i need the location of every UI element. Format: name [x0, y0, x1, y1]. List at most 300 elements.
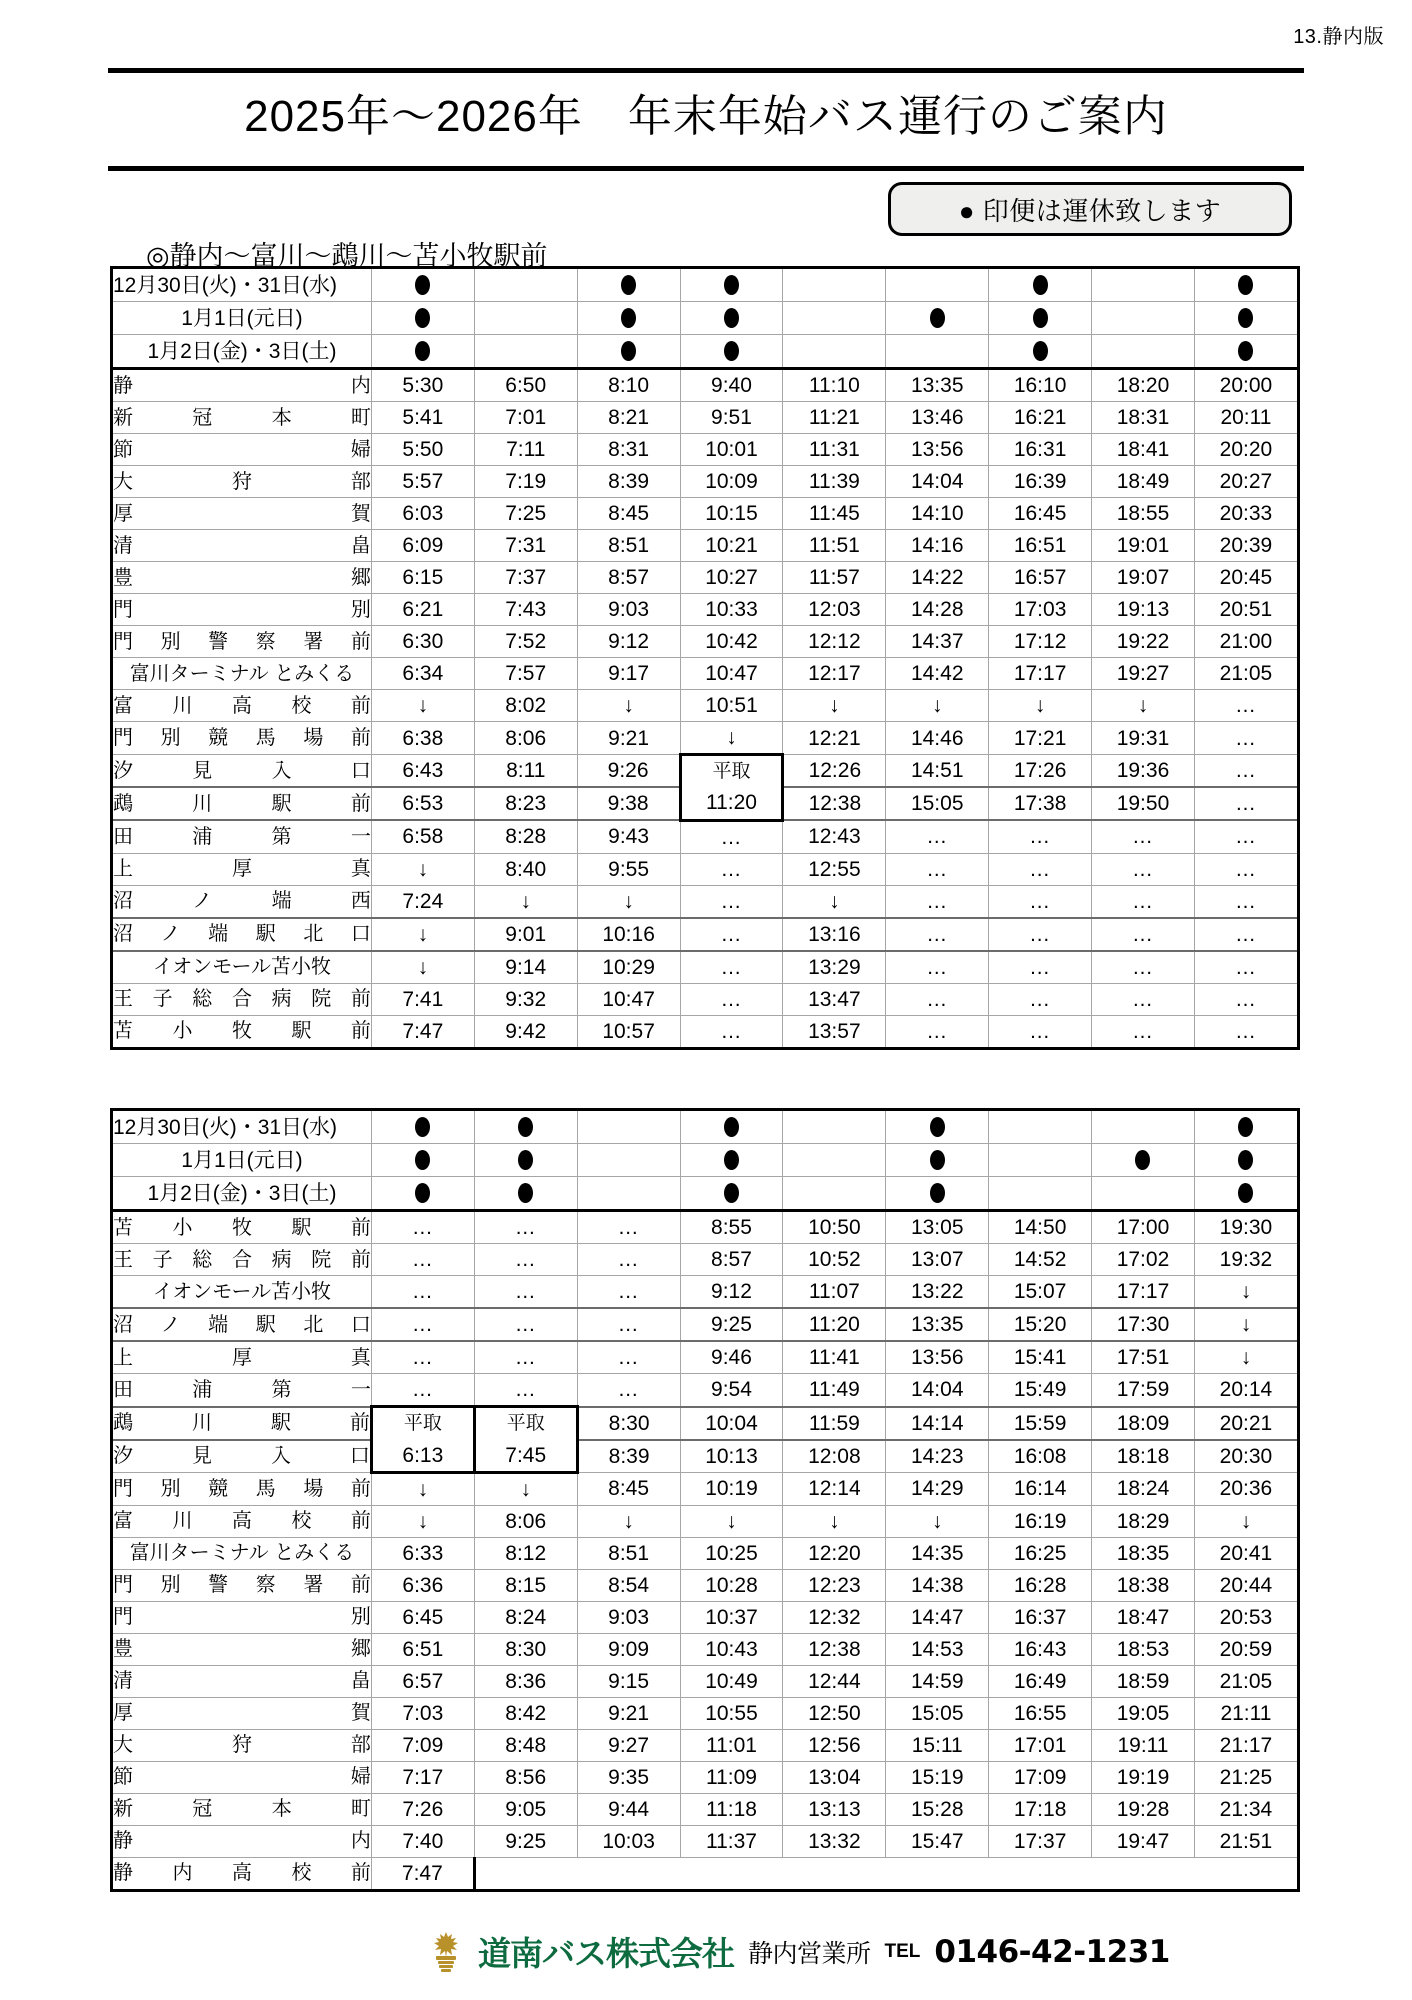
departure-time-cell: … — [577, 1244, 680, 1276]
table-row — [112, 1825, 1299, 1857]
departure-time-cell: 10:03 — [577, 1825, 680, 1857]
stop-name — [112, 1244, 372, 1276]
departure-time-cell: 10:28 — [680, 1569, 783, 1601]
suspended-dot-icon — [1033, 308, 1048, 328]
departure-time-cell: 9:27 — [577, 1729, 680, 1761]
stop-name-text: 門別警察署前 — [113, 1574, 371, 1596]
departure-time-cell: 16:55 — [989, 1697, 1092, 1729]
title-rule-top — [108, 68, 1304, 73]
departure-time-cell: ↓ — [371, 951, 474, 984]
departure-time-cell: 12:12 — [783, 626, 886, 658]
suspended-dot-icon — [1135, 1150, 1150, 1170]
departure-time-cell: 20:59 — [1194, 1633, 1298, 1665]
departure-time-cell: 13:57 — [783, 1015, 886, 1048]
departure-time-cell: 19:50 — [1092, 787, 1195, 820]
departure-time-cell: 9:14 — [474, 951, 577, 984]
departure-time-cell: 10:25 — [680, 1537, 783, 1569]
departure-time-cell: ↓ — [1194, 1505, 1298, 1537]
departure-time-cell: 10:29 — [577, 951, 680, 984]
day-header-row — [112, 335, 1299, 369]
departure-time-cell: 6:36 — [371, 1569, 474, 1601]
table-row — [112, 626, 1299, 658]
suspended-dot-icon — [621, 341, 636, 361]
departure-time-cell: 13:04 — [783, 1761, 886, 1793]
departure-time-cell: 12:56 — [783, 1729, 886, 1761]
stop-name-text: 新冠本町 — [113, 406, 371, 429]
departure-time-cell: 18:18 — [1092, 1440, 1195, 1473]
departure-time-cell: … — [474, 1276, 577, 1309]
departure-time-cell — [474, 1857, 577, 1890]
departure-time-cell: 14:47 — [886, 1601, 989, 1633]
empty-mark-cell — [474, 335, 577, 369]
departure-time-cell: 17:38 — [989, 787, 1092, 820]
departure-time-cell: 8:42 — [474, 1697, 577, 1729]
departure-time-cell: 10:50 — [783, 1211, 886, 1244]
departure-time-cell — [680, 1857, 783, 1890]
day-header-row — [112, 1144, 1299, 1177]
departure-time-cell: 12:17 — [783, 658, 886, 690]
departure-time-cell: 14:23 — [886, 1440, 989, 1473]
departure-time-cell: 10:19 — [680, 1472, 783, 1505]
departure-time-cell: 16:45 — [989, 498, 1092, 530]
departure-time-cell: 14:37 — [886, 626, 989, 658]
departure-time-cell: 7:03 — [371, 1697, 474, 1729]
departure-time-cell: … — [680, 820, 783, 853]
suspended-mark-cell — [1092, 1144, 1195, 1177]
stop-name-text: 清畠 — [113, 1670, 371, 1692]
departure-time-cell: 19:11 — [1092, 1729, 1195, 1761]
departure-time-cell: 8:39 — [577, 466, 680, 498]
departure-time-cell: 8:12 — [474, 1537, 577, 1569]
stop-name — [112, 402, 372, 434]
departure-time-cell: 17:51 — [1092, 1341, 1195, 1374]
departure-time-cell: 7:47 — [371, 1857, 474, 1890]
departure-time-cell: 14:46 — [886, 722, 989, 755]
suspended-dot-icon — [518, 1117, 533, 1137]
departure-time-cell: … — [1194, 690, 1298, 722]
stop-name-text: イオンモール苫小牧 — [152, 1280, 332, 1303]
suspended-mark-cell — [886, 1144, 989, 1177]
departure-time-cell: 9:43 — [577, 820, 680, 853]
departure-time-cell: 8:51 — [577, 530, 680, 562]
departure-time-cell: 7:37 — [474, 562, 577, 594]
departure-time-cell: 7:25 — [474, 498, 577, 530]
departure-time-cell: 16:08 — [989, 1440, 1092, 1473]
departure-time-cell: 18:49 — [1092, 466, 1195, 498]
departure-time-cell: 17:17 — [1092, 1276, 1195, 1309]
departure-time-cell: 13:56 — [886, 1341, 989, 1374]
table-row — [112, 951, 1299, 984]
departure-time-cell: 13:22 — [886, 1276, 989, 1309]
suspended-mark-cell — [886, 1110, 989, 1144]
departure-time-cell: 18:55 — [1092, 498, 1195, 530]
departure-time-cell — [886, 1857, 989, 1890]
departure-time-cell: 9:32 — [474, 983, 577, 1015]
departure-time-cell: 16:14 — [989, 1472, 1092, 1505]
departure-time-cell: … — [1092, 885, 1195, 918]
departure-time-cell: 9:55 — [577, 853, 680, 885]
departure-time-cell: … — [371, 1341, 474, 1374]
departure-time-cell: 18:29 — [1092, 1505, 1195, 1537]
departure-time-cell: 9:25 — [474, 1825, 577, 1857]
departure-time-cell: 8:06 — [474, 1505, 577, 1537]
suspended-mark-cell — [989, 335, 1092, 369]
table-row — [112, 1729, 1299, 1761]
empty-mark-cell — [783, 1144, 886, 1177]
table-row — [112, 755, 1299, 788]
stop-name — [112, 658, 372, 690]
departure-time-cell: … — [989, 951, 1092, 984]
stop-name — [112, 1633, 372, 1665]
departure-time-cell: 8:15 — [474, 1569, 577, 1601]
departure-time-cell: 17:03 — [989, 594, 1092, 626]
departure-time-cell: 15:19 — [886, 1761, 989, 1793]
departure-time-cell: 15:05 — [886, 1697, 989, 1729]
departure-time-cell: 20:30 — [1194, 1440, 1298, 1473]
departure-time-cell: 18:31 — [1092, 402, 1195, 434]
departure-time-cell: … — [989, 1015, 1092, 1048]
departure-time-cell: 16:21 — [989, 402, 1092, 434]
departure-time-cell: 8:45 — [577, 498, 680, 530]
suspended-dot-icon — [1238, 275, 1253, 295]
empty-mark-cell — [989, 1177, 1092, 1211]
departure-time-cell: … — [1194, 755, 1298, 788]
departure-time-cell: 19:47 — [1092, 1825, 1195, 1857]
stop-name — [112, 562, 372, 594]
table-row — [112, 562, 1299, 594]
stop-name — [112, 787, 372, 820]
suspended-dot-icon — [415, 1150, 430, 1170]
table-row — [112, 1341, 1299, 1374]
suspended-mark-cell — [1194, 1110, 1298, 1144]
departure-time-cell: 7:11 — [474, 434, 577, 466]
departure-time-cell: 6:51 — [371, 1633, 474, 1665]
suspended-dot-icon — [415, 308, 430, 328]
departure-time-cell: 5:41 — [371, 402, 474, 434]
departure-time-cell: 14:42 — [886, 658, 989, 690]
notice-box — [888, 182, 1292, 236]
departure-time-cell: … — [474, 1374, 577, 1407]
departure-time-cell — [577, 1857, 680, 1890]
suspended-dot-icon — [1238, 1150, 1253, 1170]
stop-name — [112, 1665, 372, 1697]
suspended-dot-icon — [930, 1183, 945, 1203]
stop-name-text: 門別 — [113, 1606, 371, 1628]
stop-name — [112, 1601, 372, 1633]
title-rule-bottom — [108, 166, 1304, 171]
stop-name-text: 上厚真 — [113, 1346, 371, 1369]
stop-name — [112, 1472, 372, 1505]
departure-time-cell: 8:06 — [474, 722, 577, 755]
departure-time-cell: 20:45 — [1194, 562, 1298, 594]
departure-time-cell: 21:05 — [1194, 1665, 1298, 1697]
departure-time-cell: 9:15 — [577, 1665, 680, 1697]
departure-time-cell: 16:25 — [989, 1537, 1092, 1569]
departure-time-cell: 6:38 — [371, 722, 474, 755]
departure-time-cell: 7:19 — [474, 466, 577, 498]
suspended-dot-icon — [930, 1150, 945, 1170]
stop-name-text: 上厚真 — [113, 858, 371, 880]
suspended-mark-cell — [680, 1177, 783, 1211]
departure-time-cell: 14:28 — [886, 594, 989, 626]
departure-time-cell: 9:26 — [577, 755, 680, 788]
departure-time-cell: 20:00 — [1194, 369, 1298, 402]
office-name: 静内営業所 — [748, 1939, 871, 1968]
departure-time-cell: ↓ — [474, 1472, 577, 1505]
departure-time-cell: 11:07 — [783, 1276, 886, 1309]
departure-time-cell: 21:11 — [1194, 1697, 1298, 1729]
stop-name-text: 節婦 — [113, 438, 371, 461]
departure-time-cell: … — [1194, 1015, 1298, 1048]
departure-time-cell: 8:30 — [474, 1633, 577, 1665]
departure-time-cell: 13:35 — [886, 369, 989, 402]
stop-name-text: 豊郷 — [113, 1638, 371, 1660]
empty-mark-cell — [577, 1144, 680, 1177]
departure-time-cell: 13:56 — [886, 434, 989, 466]
departure-time-cell: 6:58 — [371, 820, 474, 853]
suspended-mark-cell — [474, 1144, 577, 1177]
departure-time-cell: 10:21 — [680, 530, 783, 562]
table-row — [112, 853, 1299, 885]
suspended-mark-cell — [577, 302, 680, 335]
stop-name-text: 沼ノ端西 — [113, 890, 371, 912]
departure-time-cell: 8:31 — [577, 434, 680, 466]
stop-name — [112, 722, 372, 755]
departure-time-cell: 10:16 — [577, 918, 680, 951]
table-row — [112, 983, 1299, 1015]
departure-time-cell: 19:13 — [1092, 594, 1195, 626]
departure-time-cell: … — [1194, 983, 1298, 1015]
departure-time-cell: 14:14 — [886, 1407, 989, 1440]
departure-time-cell — [1194, 1857, 1298, 1890]
departure-time-cell: 16:10 — [989, 369, 1092, 402]
departure-time-cell: 13:05 — [886, 1211, 989, 1244]
departure-time-cell: 16:19 — [989, 1505, 1092, 1537]
departure-time-cell: … — [1092, 918, 1195, 951]
departure-time-cell: 12:32 — [783, 1601, 886, 1633]
departure-time-cell: 11:18 — [680, 1793, 783, 1825]
stop-name — [112, 498, 372, 530]
table-row — [112, 885, 1299, 918]
stop-name-text: 大狩部 — [113, 470, 371, 493]
empty-mark-cell — [474, 268, 577, 302]
departure-time-cell: ↓ — [577, 885, 680, 918]
departure-time-cell: 16:28 — [989, 1569, 1092, 1601]
stop-name — [112, 951, 372, 984]
departure-time-cell: … — [680, 885, 783, 918]
empty-mark-cell — [783, 302, 886, 335]
departure-time-cell: 11:49 — [783, 1374, 886, 1407]
departure-time-cell: 20:33 — [1194, 498, 1298, 530]
departure-time-cell: ↓ — [371, 853, 474, 885]
stop-name — [112, 1825, 372, 1857]
departure-time-cell: 12:20 — [783, 1537, 886, 1569]
stop-name-text: 沼ノ端駅北口 — [113, 923, 371, 945]
stop-name-text: 静内 — [113, 1830, 371, 1852]
table-row — [112, 1569, 1299, 1601]
stop-name — [112, 983, 372, 1015]
table-row — [112, 918, 1299, 951]
departure-time-cell: 9:40 — [680, 369, 783, 402]
departure-time-cell: 9:46 — [680, 1341, 783, 1374]
departure-time-cell: ↓ — [371, 918, 474, 951]
departure-time-cell: 11:51 — [783, 530, 886, 562]
departure-time-cell: … — [680, 951, 783, 984]
departure-time-cell: 18:38 — [1092, 1569, 1195, 1601]
departure-time-cell: 15:05 — [886, 787, 989, 820]
stop-name — [112, 918, 372, 951]
departure-time-cell: 9:03 — [577, 1601, 680, 1633]
departure-time-cell: 20:39 — [1194, 530, 1298, 562]
table-row — [112, 1015, 1299, 1048]
suspended-dot-icon — [1033, 275, 1048, 295]
departure-time-cell: 9:54 — [680, 1374, 783, 1407]
departure-time-cell: 20:14 — [1194, 1374, 1298, 1407]
stop-name-text: 静内 — [113, 374, 371, 397]
departure-time-cell: 18:09 — [1092, 1407, 1195, 1440]
departure-time-cell: 12:23 — [783, 1569, 886, 1601]
stop-name-text: 鵡川駅前 — [113, 792, 371, 815]
table-row — [112, 1308, 1299, 1341]
departure-time-cell: 17:09 — [989, 1761, 1092, 1793]
departure-time-cell: 13:29 — [783, 951, 886, 984]
departure-time-cell: … — [474, 1211, 577, 1244]
departure-time-cell: 17:26 — [989, 755, 1092, 788]
departure-time-cell: … — [474, 1341, 577, 1374]
table-row — [112, 1633, 1299, 1665]
departure-time-cell: 11:59 — [783, 1407, 886, 1440]
departure-time-cell: 9:38 — [577, 787, 680, 820]
departure-time-cell: 7:24 — [371, 885, 474, 918]
company-name: 道南バス株式会社 — [478, 1934, 734, 1973]
departure-time-cell: ↓ — [886, 1505, 989, 1537]
departure-time-cell: … — [1092, 1015, 1195, 1048]
stop-name — [112, 1793, 372, 1825]
departure-time-cell: 15:41 — [989, 1341, 1092, 1374]
departure-time-cell: 10:49 — [680, 1665, 783, 1697]
departure-time-cell: 7:47 — [371, 1015, 474, 1048]
edition-tag: 13.静内版 — [1293, 26, 1384, 48]
departure-time-cell: 8:02 — [474, 690, 577, 722]
departure-time-cell: 15:49 — [989, 1374, 1092, 1407]
departure-time-cell: … — [1194, 787, 1298, 820]
stop-name — [112, 1761, 372, 1793]
empty-mark-cell — [1092, 335, 1195, 369]
departure-time-cell: ↓ — [680, 722, 783, 755]
suspended-mark-cell — [989, 302, 1092, 335]
stop-name — [112, 1729, 372, 1761]
departure-time-cell: 18:20 — [1092, 369, 1195, 402]
departure-time-cell: 19:28 — [1092, 1793, 1195, 1825]
departure-time-cell: 14:16 — [886, 530, 989, 562]
departure-time-cell: 9:12 — [577, 626, 680, 658]
departure-time-cell: 14:29 — [886, 1472, 989, 1505]
departure-time-cell: 20:11 — [1194, 402, 1298, 434]
departure-time-cell: ↓ — [989, 690, 1092, 722]
departure-time-cell: 15:11 — [886, 1729, 989, 1761]
suspended-mark-cell — [989, 268, 1092, 302]
departure-time-cell: 19:27 — [1092, 658, 1195, 690]
departure-time-cell: 13:16 — [783, 918, 886, 951]
departure-time-cell: 15:20 — [989, 1308, 1092, 1341]
table-row — [112, 1793, 1299, 1825]
departure-time-cell: 8:36 — [474, 1665, 577, 1697]
departure-time-cell: … — [886, 983, 989, 1015]
departure-time-cell: 8:51 — [577, 1537, 680, 1569]
departure-time-cell: … — [1092, 983, 1195, 1015]
suspended-mark-cell — [1194, 335, 1298, 369]
departure-time-cell: 7:41 — [371, 983, 474, 1015]
table-row — [112, 1211, 1299, 1244]
departure-time-cell: 18:53 — [1092, 1633, 1195, 1665]
departure-time-cell: 7:57 — [474, 658, 577, 690]
suspended-dot-icon — [518, 1150, 533, 1170]
departure-time-cell: 10:27 — [680, 562, 783, 594]
departure-time-cell: 12:43 — [783, 820, 886, 853]
departure-time-cell: 8:28 — [474, 820, 577, 853]
stop-name-text: 節婦 — [113, 1766, 371, 1788]
departure-time-cell: 12:21 — [783, 722, 886, 755]
departure-time-cell: 8:45 — [577, 1472, 680, 1505]
departure-time-cell: 10:52 — [783, 1244, 886, 1276]
departure-time-cell: … — [989, 820, 1092, 853]
stop-name — [112, 755, 372, 788]
stop-name-text: 沼ノ端駅北口 — [113, 1313, 371, 1336]
departure-time-cell: 7:09 — [371, 1729, 474, 1761]
departure-time-cell: 9:09 — [577, 1633, 680, 1665]
departure-time-cell: 17:37 — [989, 1825, 1092, 1857]
empty-mark-cell — [1092, 1177, 1195, 1211]
empty-mark-cell — [577, 1110, 680, 1144]
departure-time-cell: 20:44 — [1194, 1569, 1298, 1601]
table-row — [112, 466, 1299, 498]
stop-name-text: 豊郷 — [113, 566, 371, 589]
day-label: 1月2日(金)・3日(土) — [112, 335, 372, 369]
suspended-mark-cell — [371, 1110, 474, 1144]
day-label: 1月2日(金)・3日(土) — [112, 1177, 372, 1211]
departure-time-cell: 8:55 — [680, 1211, 783, 1244]
departure-time-cell: 8:21 — [577, 402, 680, 434]
departure-time-cell: 9:21 — [577, 1697, 680, 1729]
departure-time-cell: 14:51 — [886, 755, 989, 788]
departure-time-cell: … — [1194, 853, 1298, 885]
stop-name — [112, 1374, 372, 1407]
suspended-mark-cell — [371, 1144, 474, 1177]
departure-time-cell: 13:13 — [783, 1793, 886, 1825]
departure-time-cell: … — [886, 1015, 989, 1048]
suspended-mark-cell — [577, 335, 680, 369]
day-header-row — [112, 1177, 1299, 1211]
departure-time-cell: 21:34 — [1194, 1793, 1298, 1825]
departure-time-cell: 14:38 — [886, 1569, 989, 1601]
table-row — [112, 1665, 1299, 1697]
stop-name-text: 汐見入口 — [113, 759, 371, 782]
table-row — [112, 690, 1299, 722]
departure-time-cell: … — [1092, 820, 1195, 853]
table-row — [112, 594, 1299, 626]
departure-time-cell: 13:47 — [783, 983, 886, 1015]
departure-time-cell: 平取 — [474, 1407, 577, 1440]
departure-time-cell: ↓ — [1194, 1308, 1298, 1341]
departure-time-cell: … — [680, 853, 783, 885]
empty-mark-cell — [783, 268, 886, 302]
departure-time-cell: 9:25 — [680, 1308, 783, 1341]
suspended-dot-icon — [930, 1117, 945, 1137]
stop-name — [112, 1276, 372, 1309]
departure-time-cell: 10:47 — [680, 658, 783, 690]
departure-time-cell: 11:09 — [680, 1761, 783, 1793]
departure-time-cell: … — [371, 1308, 474, 1341]
